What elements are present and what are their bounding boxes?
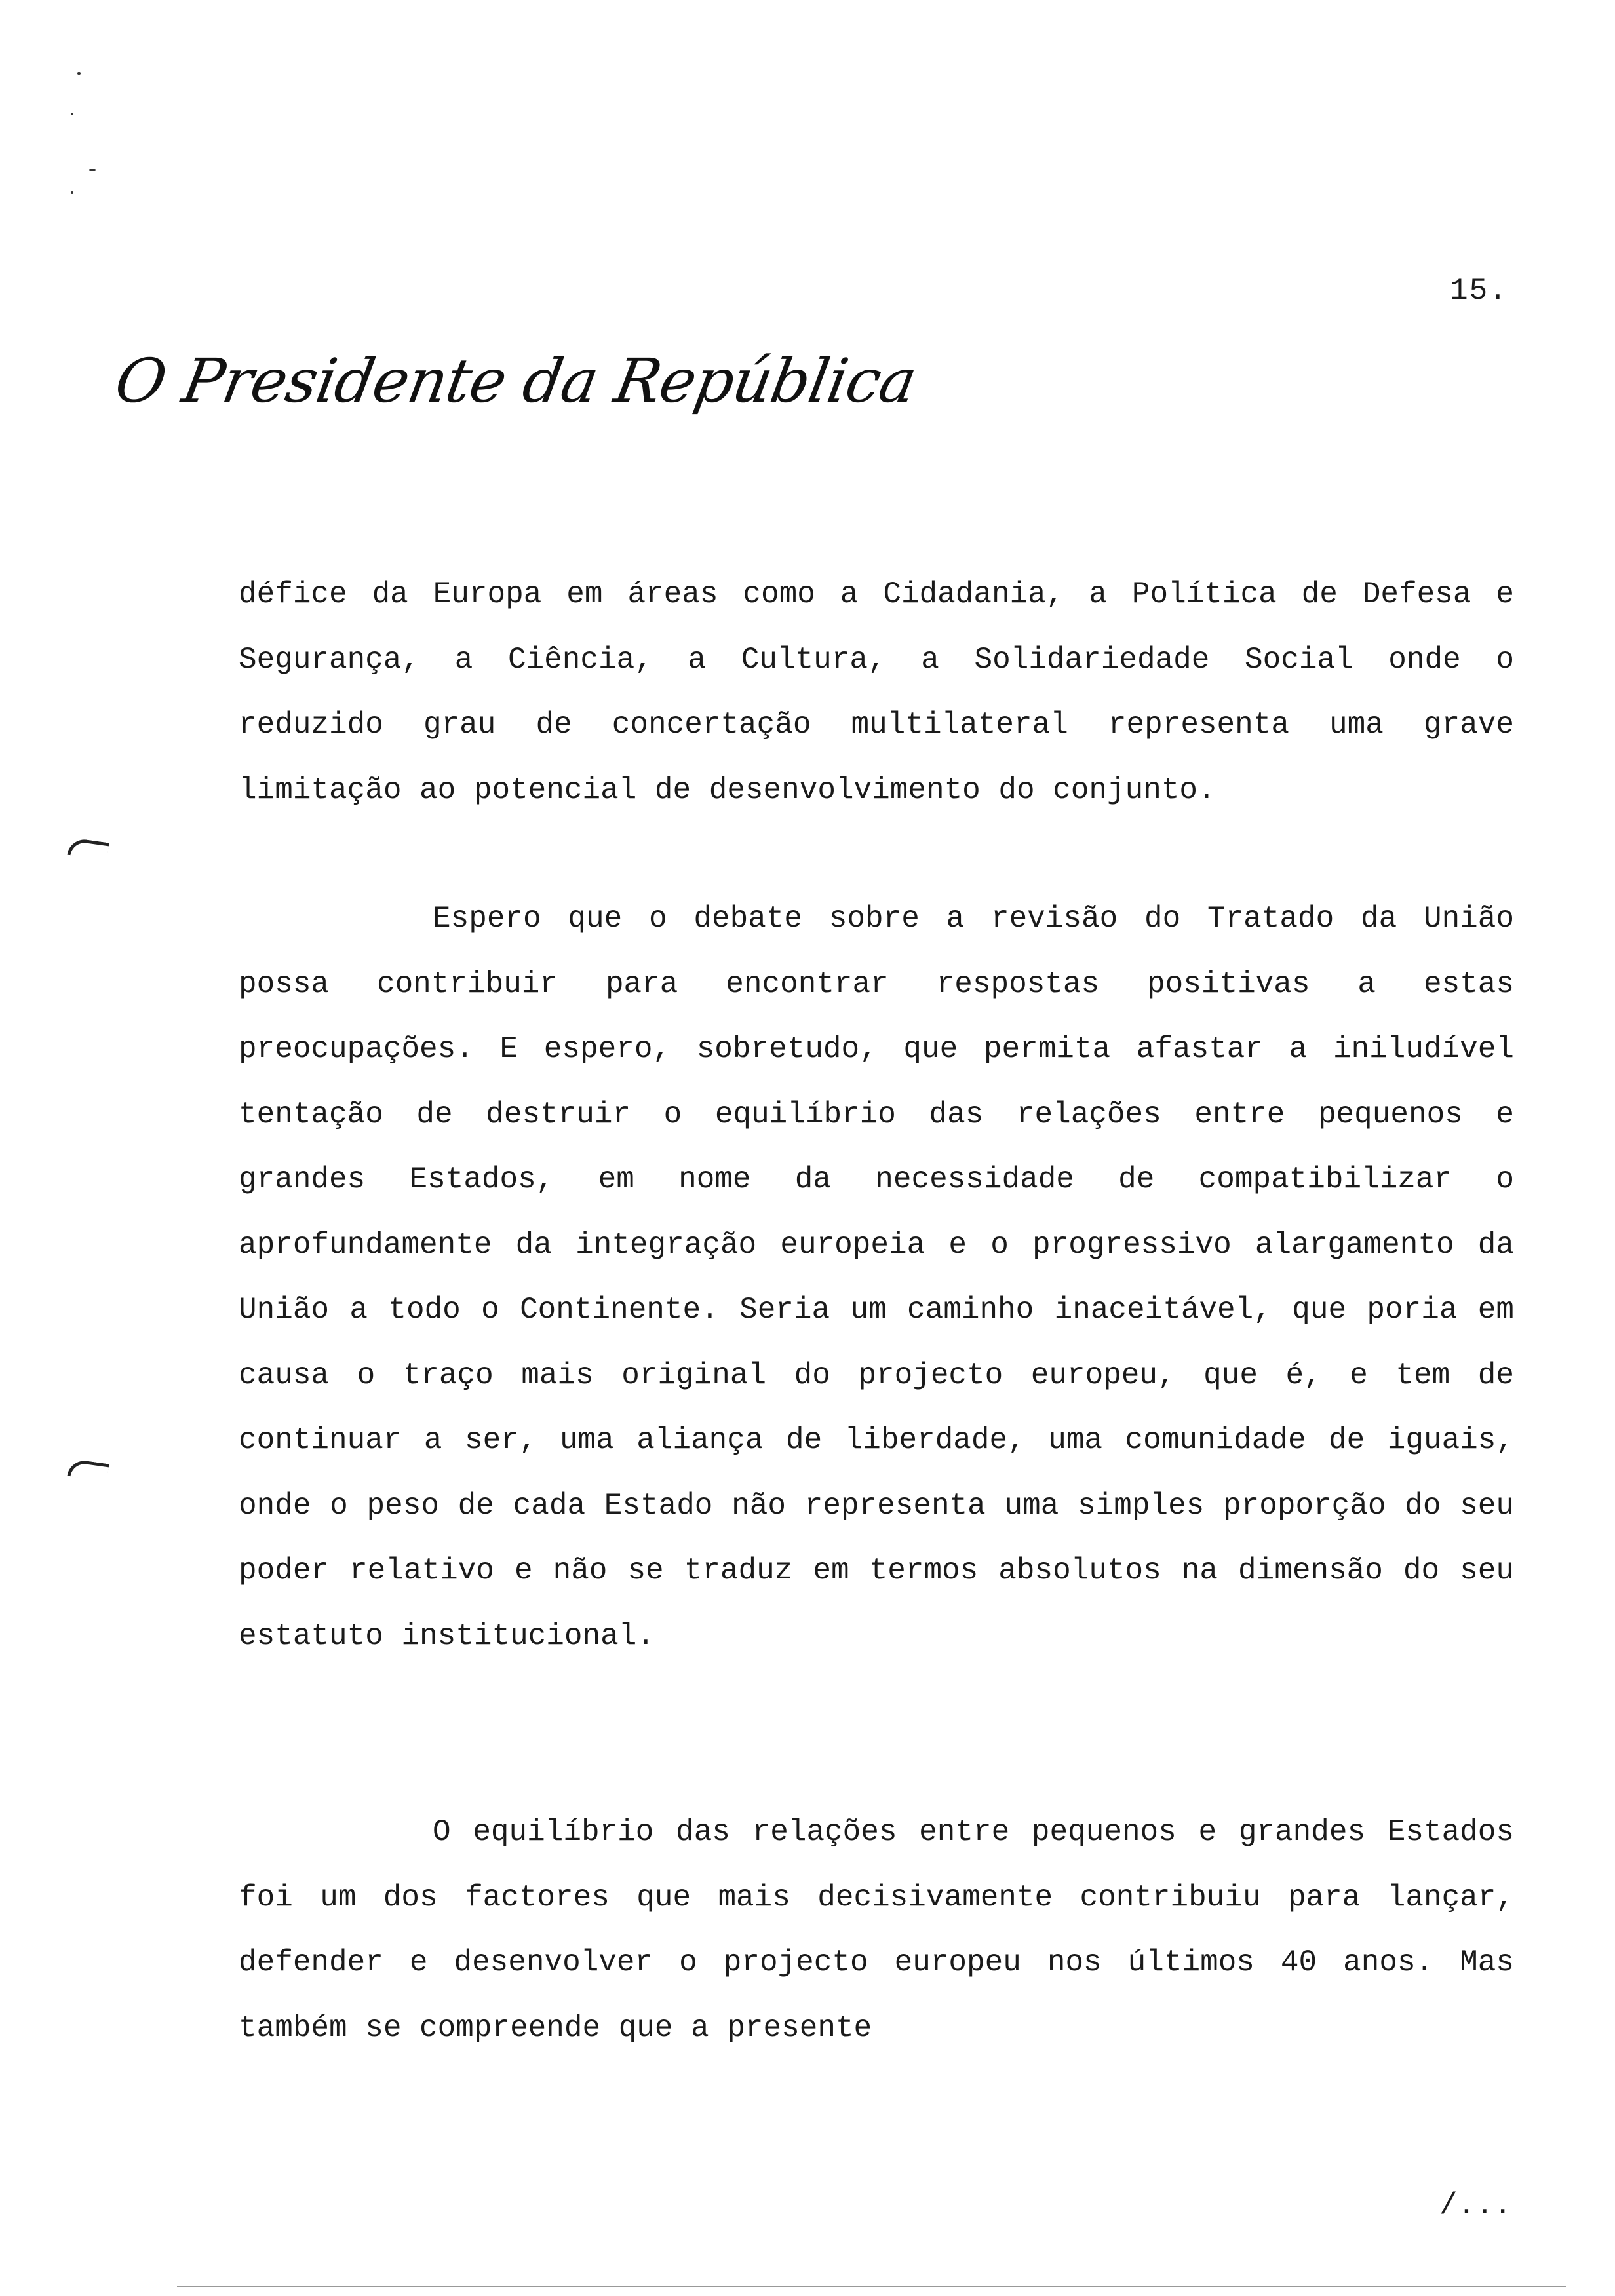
margin-punch-mark <box>67 837 109 860</box>
scan-speck <box>71 191 73 194</box>
paragraph-2: Espero que o debate sobre a revisão do Tratado da União possa contribuir para encontrar respostas positivas a estas preocupações. E espero, sobretudo, que permita afastar a iniludível tentação de destruir o equilíbrio das relações entre pequenos e grandes Estados, em nome da necessidade de compatibilizar o aprofundamente da integração europeia e o progressivo alargamento da União a todo o Continente. Seria um caminho inaceitável, que poria em causa o traço mais original do projecto europeu, que é, e tem de continuar a ser, uma aliança de liberdade, uma comunidade de iguais, onde o peso de cada Estado não representa uma simples proporção do seu poder relativo e não se traduz em termos absolutos na dimensão do seu estatuto institucional. <box>239 902 1514 1653</box>
margin-punch-mark <box>67 1459 109 1482</box>
page-number: 15. <box>1450 274 1508 308</box>
scan-speck <box>71 113 73 115</box>
scan-speck <box>77 72 81 75</box>
letterhead: O Presidente da República <box>110 346 922 416</box>
continuation-mark: /... <box>1439 2189 1512 2223</box>
scan-speck <box>89 169 96 171</box>
paragraph-3: O equilíbrio das relações entre pequenos e grandes Estados foi um dos factores que mais decisivamente contribuiu para lançar, defender e desenvolver o projecto europeu nos últimos 40 anos. Mas também se compreende que a presente <box>239 1815 1514 2045</box>
paragraph-1: défice da Europa em áreas como a Cidadania, a Política de Defesa e Segurança, a Ciência, a Cultura, a Solidariedade Social onde o reduzido grau de concertação multilateral representa uma grave limitação ao potencial de desenvolvimento do conjunto. <box>239 577 1514 807</box>
page-bottom-edge <box>177 2286 1566 2287</box>
